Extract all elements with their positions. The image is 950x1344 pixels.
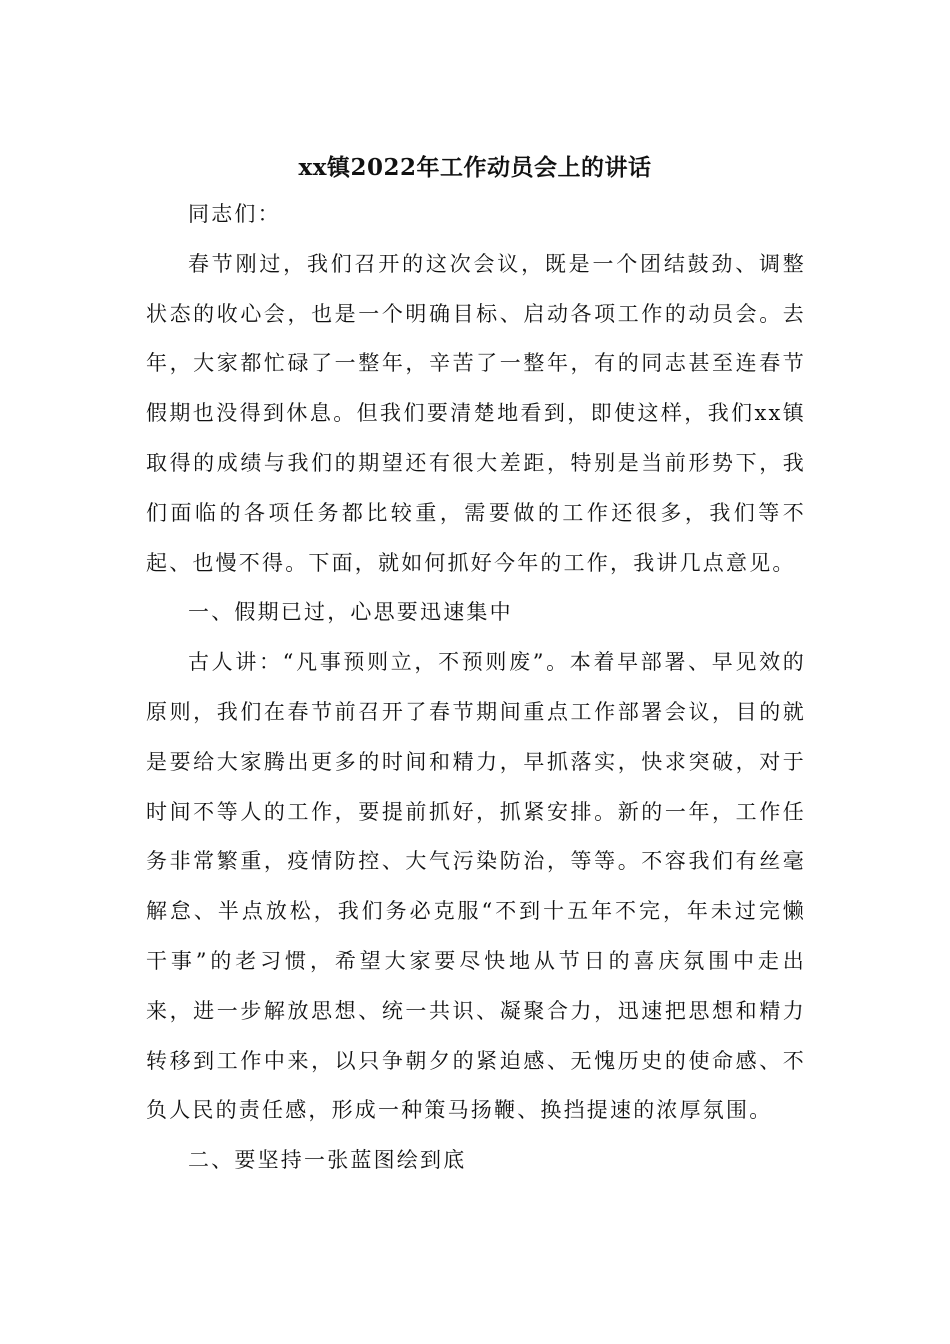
section-2-heading: 二、要坚持一张蓝图绘到底 (188, 1148, 467, 1173)
document-title: xx镇2022年工作动员会上的讲话 (298, 154, 652, 181)
section-1-heading: 一、假期已过，心思要迅速集中 (188, 600, 513, 625)
section-1-paragraph: 古人讲：“凡事预则立，不预则废”。本着早部署、早见效的原则，我们在春节前召开了春节期间重点工作部署会议，目的就是要给大家腾出更多的时间和精力，早抓落实，快求突破，对于时间不等人的工作，要提前抓好，抓紧安排。新的一年，工作任务非常繁重，疫情防控、大气污染防治，等等。不容我们有丝毫解怠、半点放松，我们务必克服“不到十五年不完，年未过完懒干事”的老习惯，希望大家要尽快地从节日的喜庆氛围中走出来，进一步解放思想、统一共识、凝聚合力，迅速把思想和精力转移到工作中来，以只争朝夕的紧迫感、无愧历史的使命感、不负人民的责任感，形成一种策马扬鞭、换挡提速的浓厚氛围。 (146, 650, 806, 1123)
document-body (146, 190, 806, 1186)
salutation: 同志们： (188, 202, 281, 226)
intro-paragraph: 春节刚过，我们召开的这次会议，既是一个团结鼓劲、调整状态的收心会，也是一个明确目标、启动各项工作的动员会。去年，大家都忙碌了一整年，辛苦了一整年，有的同志甚至连春节假期也没得到休息。但我们要清楚地看到，即使这样，我们xx镇取得的成绩与我们的期望还有很大差距，特别是当前形势下，我们面临的各项任务都比较重，需要做的工作还很多，我们等不起、也慢不得。下面，就如何抓好今年的工作，我讲几点意见。 (146, 251, 806, 575)
